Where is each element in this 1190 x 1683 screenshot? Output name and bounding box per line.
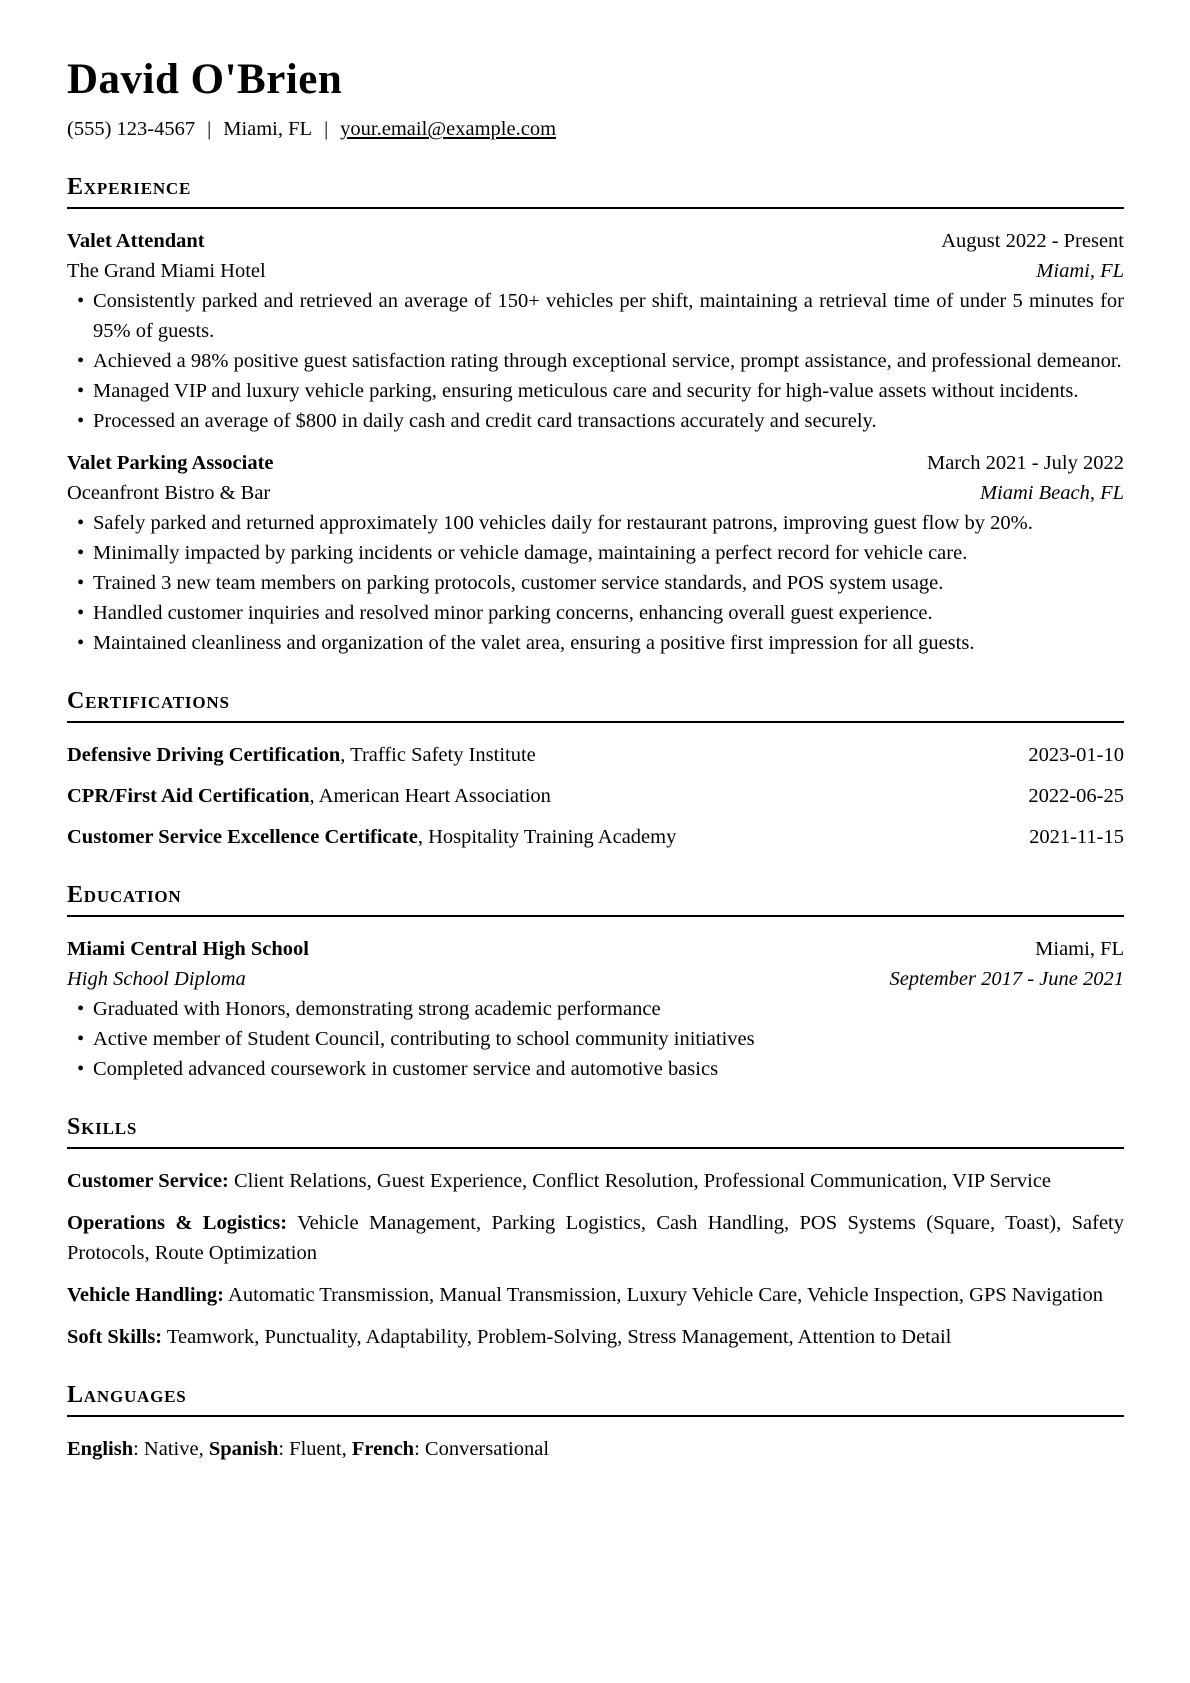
job-location: Miami Beach, FL bbox=[979, 482, 1124, 504]
section-title-certifications: Certifications bbox=[67, 688, 1124, 723]
skill-list: Client Relations, Guest Experience, Conflict Resolution, Professional Communication, VIP Service bbox=[228, 1170, 1052, 1192]
certification-entry bbox=[67, 822, 1124, 852]
languages-line bbox=[67, 1434, 1124, 1464]
section-education bbox=[67, 882, 1124, 1084]
bullet-item: • Graduated with Honors, demonstrating strong academic performance bbox=[67, 994, 1124, 1024]
bullet-item: • Maintained cleanliness and organization of the valet area, ensuring a positive first impression for all guests. bbox=[67, 628, 1124, 658]
skill-category: Vehicle Handling: bbox=[67, 1284, 225, 1306]
skill-group bbox=[67, 1322, 1124, 1352]
section-title-languages: Languages bbox=[67, 1382, 1124, 1417]
section-title-experience: Experience bbox=[67, 174, 1124, 209]
skill-group bbox=[67, 1208, 1124, 1268]
school-name: Miami Central High School bbox=[67, 938, 310, 960]
language-level: : Fluent, bbox=[278, 1438, 352, 1460]
certification-text bbox=[67, 781, 551, 811]
job-dates: August 2022 - Present bbox=[941, 230, 1124, 252]
section-title-skills: Skills bbox=[67, 1114, 1124, 1149]
section-certifications bbox=[67, 688, 1124, 852]
job-bullet-list bbox=[67, 286, 1124, 436]
job-company: The Grand Miami Hotel bbox=[67, 260, 266, 282]
education-entry bbox=[67, 934, 1124, 1084]
experience-entry bbox=[67, 448, 1124, 658]
certification-date: 2022-06-25 bbox=[1028, 785, 1124, 807]
certification-issuer: , Traffic Safety Institute bbox=[340, 744, 536, 766]
certification-date: 2023-01-10 bbox=[1028, 744, 1124, 766]
email-link[interactable]: your.email@example.com bbox=[340, 118, 557, 140]
degree-name: High School Diploma bbox=[67, 968, 246, 990]
bullet-item: • Trained 3 new team members on parking protocols, customer service standards, and POS system usage. bbox=[67, 568, 1124, 598]
certification-entry bbox=[67, 781, 1124, 811]
bullet-item: • Consistently parked and retrieved an average of 150+ vehicles per shift, maintaining a retrieval time of under 5 minutes for 95% of guests. bbox=[67, 286, 1124, 346]
certification-text bbox=[67, 740, 536, 770]
contact-line bbox=[67, 114, 1124, 144]
certification-name: Defensive Driving Certification bbox=[67, 744, 341, 766]
section-languages bbox=[67, 1382, 1124, 1464]
job-bullet-list bbox=[67, 508, 1124, 658]
job-title: Valet Attendant bbox=[67, 230, 205, 252]
language-name: English bbox=[67, 1438, 134, 1460]
experience-entry bbox=[67, 226, 1124, 436]
language-level: : Native, bbox=[133, 1438, 209, 1460]
certification-entry bbox=[67, 740, 1124, 770]
language-name: Spanish bbox=[208, 1438, 279, 1460]
certification-issuer: , Hospitality Training Academy bbox=[417, 826, 677, 848]
bullet-item: • Minimally impacted by parking incidents or vehicle damage, maintaining a perfect record for vehicle care. bbox=[67, 538, 1124, 568]
section-title-education: Education bbox=[67, 882, 1124, 917]
certification-text bbox=[67, 822, 676, 852]
skill-list: Vehicle Management, Parking Logistics, Cash Handling, POS Systems (Square, Toast), Safety Protocols, Route Optimization bbox=[67, 1212, 1124, 1264]
page-title: David O'Brien bbox=[67, 56, 343, 103]
skill-category: Soft Skills: bbox=[67, 1326, 163, 1348]
education-bullet-list bbox=[67, 994, 1124, 1084]
separator-pipe: | bbox=[324, 118, 329, 140]
language-name: French bbox=[351, 1438, 415, 1460]
certification-name: Customer Service Excellence Certificate bbox=[67, 826, 418, 848]
section-experience bbox=[67, 174, 1124, 658]
skill-group bbox=[67, 1280, 1124, 1310]
skill-category: Operations & Logistics: bbox=[67, 1212, 288, 1234]
school-location: Miami, FL bbox=[1035, 938, 1124, 960]
bullet-item: • Safely parked and returned approximately 100 vehicles daily for restaurant patrons, improving guest flow by 20%. bbox=[67, 508, 1124, 538]
section-skills bbox=[67, 1114, 1124, 1352]
phone-number: (555) 123-4567 bbox=[67, 118, 196, 140]
skill-list: Automatic Transmission, Manual Transmission, Luxury Vehicle Care, Vehicle Inspection, GPS Navigation bbox=[224, 1284, 1104, 1306]
bullet-item: • Managed VIP and luxury vehicle parking, ensuring meticulous care and security for high-value assets without incidents. bbox=[67, 376, 1124, 406]
education-dates: September 2017 - June 2021 bbox=[889, 968, 1124, 990]
language-level: : Conversational bbox=[414, 1438, 550, 1460]
skill-category: Customer Service: bbox=[67, 1170, 229, 1192]
job-title: Valet Parking Associate bbox=[67, 452, 274, 474]
separator-pipe: | bbox=[207, 118, 212, 140]
skill-group bbox=[67, 1166, 1124, 1196]
bullet-item: • Processed an average of $800 in daily cash and credit card transactions accurately and securely. bbox=[67, 406, 1124, 436]
certification-issuer: , American Heart Association bbox=[309, 785, 551, 807]
job-location: Miami, FL bbox=[1036, 260, 1124, 282]
bullet-item: • Completed advanced coursework in customer service and automotive basics bbox=[67, 1054, 1124, 1084]
location-text: Miami, FL bbox=[223, 118, 313, 140]
job-company: Oceanfront Bistro & Bar bbox=[67, 482, 271, 504]
certification-date: 2021-11-15 bbox=[1029, 826, 1124, 848]
skill-list: Teamwork, Punctuality, Adaptability, Problem-Solving, Stress Management, Attention to Detail bbox=[162, 1326, 952, 1348]
certification-name: CPR/First Aid Certification bbox=[67, 785, 310, 807]
bullet-item: • Active member of Student Council, contributing to school community initiatives bbox=[67, 1024, 1124, 1054]
job-dates: March 2021 - July 2022 bbox=[926, 452, 1124, 474]
bullet-item: • Achieved a 98% positive guest satisfaction rating through exceptional service, prompt assistance, and professional demeanor. bbox=[67, 346, 1124, 376]
bullet-item: • Handled customer inquiries and resolved minor parking concerns, enhancing overall guest experience. bbox=[67, 598, 1124, 628]
